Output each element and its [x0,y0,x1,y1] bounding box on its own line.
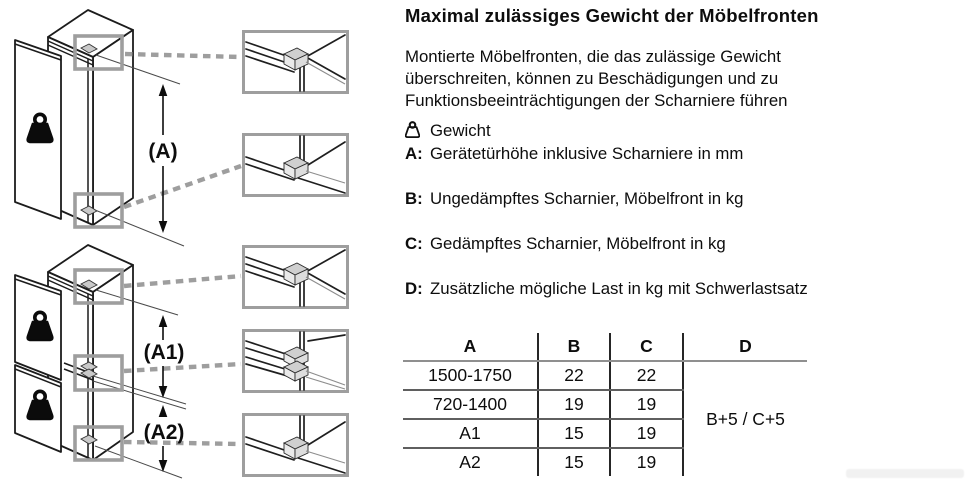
table-header-row [403,333,807,361]
cell-c: 19 [610,448,683,476]
col-header-d: D [683,333,807,361]
cell-c: 19 [610,390,683,419]
col-header-b: B [538,333,610,361]
cell-a-range-high: 1500-1750 [403,361,538,390]
hinge-detail-box-1 [244,32,348,93]
dimension-arrow-a [148,84,177,233]
installation-diagram [0,0,400,485]
hinge-detail-box-2 [244,135,348,196]
legend-weight [405,120,491,145]
dimension-arrow-a1 [144,315,185,398]
legend-key-c: C: [405,234,423,253]
hinge-detail-box-4 [244,331,348,392]
page-title: Maximal zulässiges Gewicht der Möbelfronten [405,5,819,26]
legend-weight-label: Gewicht [430,121,491,140]
col-header-a: A [403,333,538,361]
table-row [403,361,807,390]
weight-icon [405,120,430,145]
legend-key-a: A: [405,144,423,163]
cell-d-value: B+5 / C+5 [706,408,785,429]
legend-item-b [405,188,743,210]
double-door-diagram [15,245,241,478]
legend-text-a: Gerätetürhöhe inklusive Scharniere in mm [430,144,744,163]
dimension-label-a1: (A1) [143,341,185,364]
cell-a1: A1 [403,419,538,448]
legend-text-c: Gedämpftes Scharnier, Möbelfront in kg [430,234,726,253]
legend-text-b: Ungedämpftes Scharnier, Möbelfront in kg [430,189,744,208]
cell-b: 15 [538,448,610,476]
cell-b: 22 [538,361,610,390]
intro-paragraph: Montierte Möbelfronten, die das zulässige Gewicht überschreiten, können zu Beschädigungen und zu Funktionsbeeinträchtigungen der Scharniere führen [405,47,788,110]
hinge-leader-line [124,276,241,286]
legend-key-d: D: [405,279,423,298]
legend-text-d: Zusätzliche mögliche Last in kg mit Schwerlastsatz [430,279,808,298]
cell-a-range-low: 720-1400 [403,390,538,419]
hinge-leader-line [124,364,241,371]
cell-b: 19 [538,390,610,419]
hinge-leader-line [125,54,241,57]
cell-c: 19 [610,419,683,448]
hinge-detail-box-5 [244,415,348,476]
legend-item-a [405,143,743,165]
text-column [405,0,970,485]
dimension-label-a: (A) [148,140,178,163]
legend-item-d [405,278,808,300]
watermark [846,469,964,478]
dimension-arrow-a2 [144,405,185,472]
hinge-detail-box-3 [244,247,348,308]
weight-table [403,333,807,476]
dimension-label-a2: (A2) [143,421,185,444]
col-header-c: C [610,333,683,361]
legend-key-b: B: [405,189,423,208]
cell-c: 22 [610,361,683,390]
single-door-diagram [15,10,241,246]
cell-a2: A2 [403,448,538,476]
cell-b: 15 [538,419,610,448]
hinge-leader-line [124,166,241,207]
legend-item-c [405,233,726,255]
